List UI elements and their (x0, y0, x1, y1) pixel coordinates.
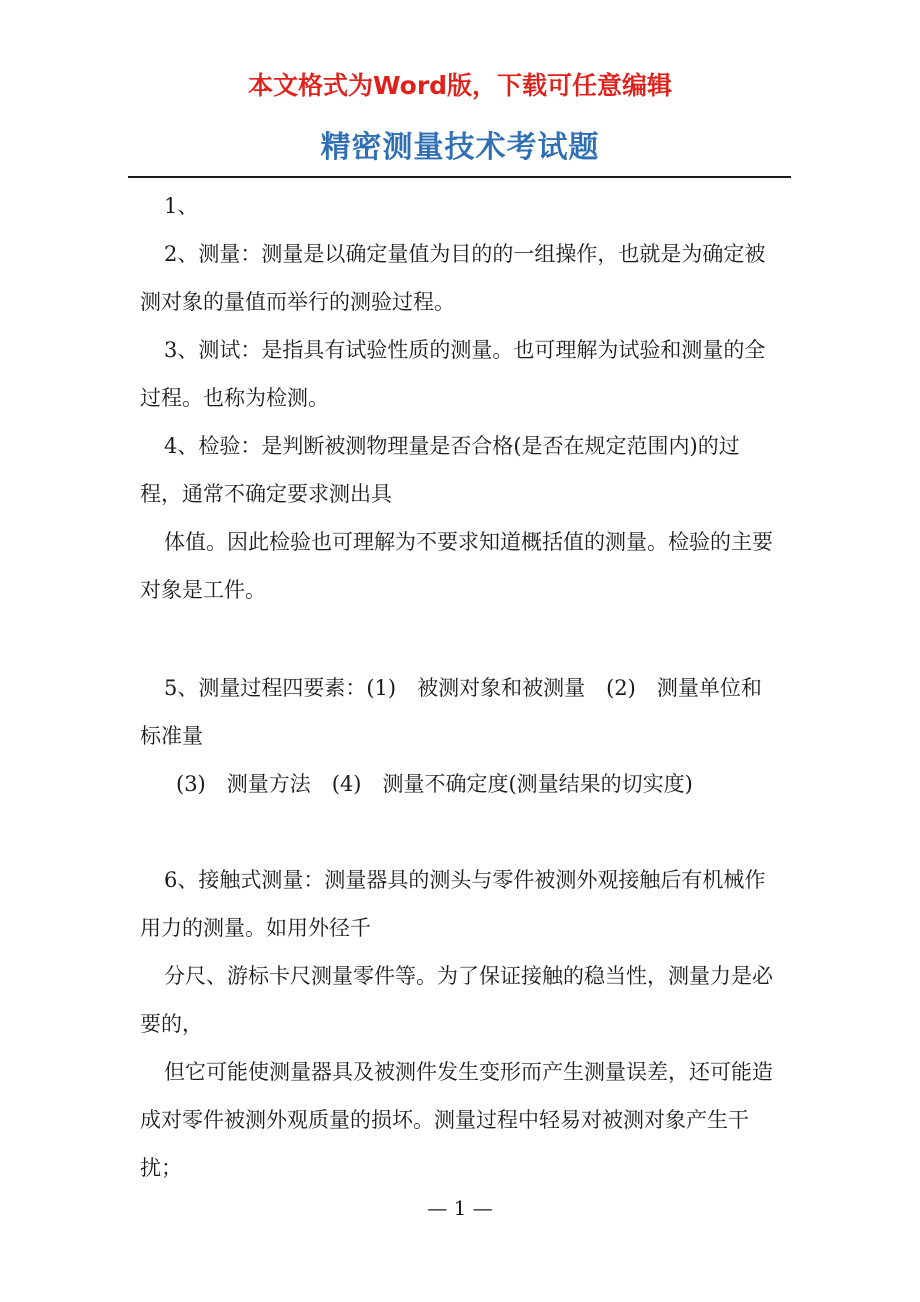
paragraph-6-continued: 分尺、游标卡尺测量零件等。为了保证接触的稳当性，测量力是必要的， (140, 964, 773, 1036)
paragraph-2-measurement: 2、测量：测量是以确定量值为目的的一组操作，也就是为确定被测对象的量值而举行的测验过程。 (140, 242, 766, 314)
title-divider (128, 176, 791, 178)
paragraph-4-inspection: 4、检验：是判断被测物理量是否合格(是否在规定范围内)的过程，通常不确定要求测出具 (140, 434, 740, 506)
page-number: — 1 — (427, 1196, 493, 1220)
paragraph-3-testing: 3、测试：是指具有试验性质的测量。也可理解为试验和测量的全过程。也称为检测。 (140, 338, 766, 410)
paragraph-6-continued-2: 但它可能使测量器具及被测件发生变形而产生测量误差，还可能造成对零件被测外观质量的损坏。测量过程中轻易对被测对象产生干扰； (140, 1060, 773, 1180)
paragraph-5-continued: (3) 测量方法 (4) 测量不确定度(测量结果的切实度) (176, 772, 693, 796)
word-format-banner: 本文格式为Word版，下载可任意编辑 (247, 71, 673, 100)
paragraph-4-continued: 体值。因此检验也可理解为不要求知道概括值的测量。检验的主要对象是工件。 (140, 530, 773, 602)
paragraph-1: 1、 (164, 194, 199, 218)
page-title: 精密测量技术考试题 (320, 130, 600, 165)
paragraph-5-four-elements: 5、测量过程四要素：(1) 被测对象和被测量 (2) 测量单位和标准量 (140, 676, 762, 748)
paragraph-6-contact-measurement: 6、接触式测量：测量器具的测头与零件被测外观接触后有机械作用力的测量。如用外径千 (140, 868, 766, 940)
